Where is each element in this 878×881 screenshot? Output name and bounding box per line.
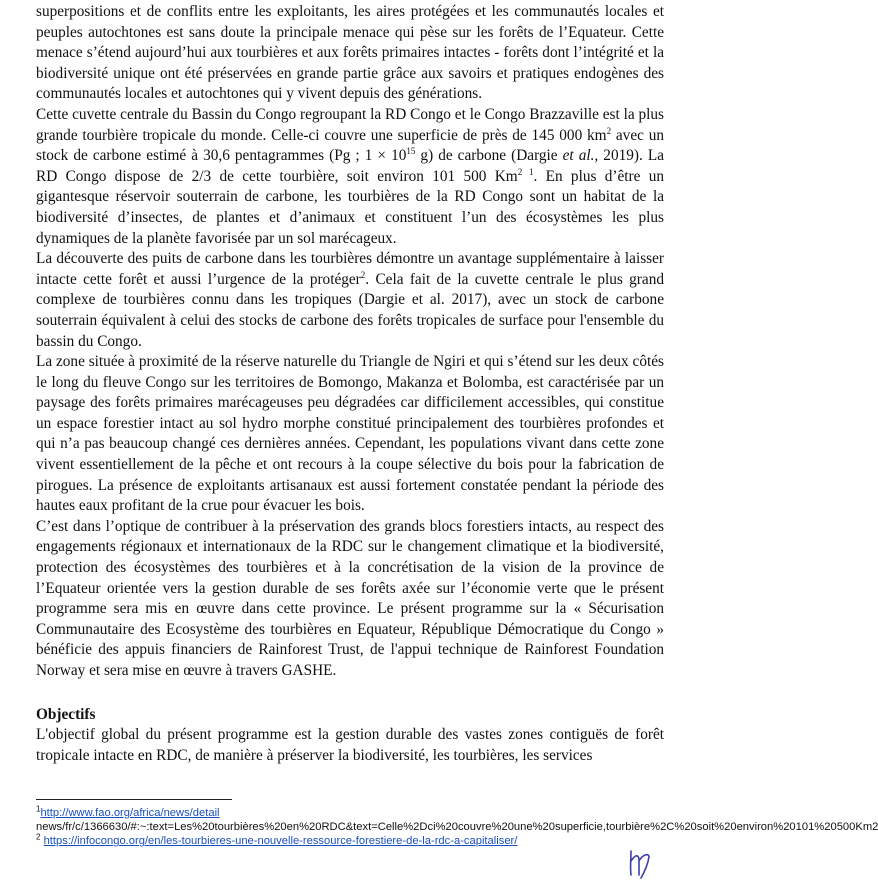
paragraph-program-context: C’est dans l’optique de contribuer à la préservation des grands blocs forestiers intacts, au respect des engagements régionaux et internationaux de la RDC sur le changement climatique et la biodiversité, protection des écosystèmes des tourbières et à la concrétisation de la vision de la province de l’Equateur orientée vers la gestion durable de ses forêts axée sur l’économie verte que le présent programme sera mis en œuvre dans cette province. Le présent programme sur la « Sécurisation Communautaire des Ecosystème des tourbières en Equateur, République Démocratique du Congo » bénéficie des appuis financiers de Rainforest Trust, de l'appui technique de Rainforest Foundation Norway et sera mise en œuvre à travers GASHE. [36,517,664,679]
text-run: . Cela fait de la cuvette centrale le plus grand complexe de tourbières connu dans les tropiques (Dargie et al. 2017), avec un stock de carbone souterrain équivalent à celui des stocks de carbone des forêts tropicales de surface pour l'ensemble du bassin du Congo. [36,270,664,350]
text-run: 2019). La RD Congo dispose de 2/3 de cette tourbière, soit environ 101 500 Km [36,147,664,185]
footnote-ref[interactable]: 2 [360,269,366,280]
text-run: g) de carbone (Dargie [415,147,563,165]
paragraph-carbon-sinks [36,249,664,352]
text-run: . En plus d’être un gigantesque réservoir souterrain de carbone, les tourbières de la RD Congo sont un habitat de la biodiversité d’insectes, de plantes et d’animaux et constituent l’un des écosystèmes les plus dynamiques de la planète favorisée par un sol marécageux. [36,167,665,247]
document-body [36,2,664,766]
footnotes [36,804,878,849]
footnote-1-link[interactable]: http://www.fao.org/africa/news/detail [40,807,220,819]
footnote-2 [36,834,664,848]
footnote-ref[interactable]: 2 1 [517,166,534,177]
superscript: 15 [406,146,416,157]
text-run: Cette cuvette centrale du Bassin du Congo regroupant la RD Congo et le Congo Brazzaville est la plus grande tourbière tropicale du monde. Celle-ci couvre une superficie de près de 145 000 km [36,105,664,144]
text-run: avec un stock de carbone estimé à 30,6 pentagrammes (Pg ; 1 × 10 [36,126,664,165]
footnote-number: 2 [36,832,41,842]
paragraph-peatland-basin [36,105,664,249]
footnote-number: 1 [36,804,41,814]
footnote-divider [36,799,232,800]
footnote-1 [36,804,878,834]
paragraph-zone-description: La zone située à proximité de la réserve naturelle du Triangle de Ngiri et qui s’étend sur les deux côtés le long du fleuve Congo sur les territoires de Bomongo, Makanza et Bolomba, est caractérisée par un paysage des forêts primaires marécageuses peu dégradées car difficilement accessibles, qui constitue un espace forestier intact au sol hydro morphe constitué principalement des tourbières profondes et qui n’a pas beaucoup changé ces dernières années. Cependant, les populations vivant dans cette zone vivent essentiellement de la pêche et ont recours à la coupe sélective du bois pour la fabrication de pirogues. La présence de exploitants artisanaux est aussi fortement constatée pendant la période des hautes eaux profitant de la crue pour évacuer les bois. [36,353,664,515]
footnote-1-url-continuation: news/fr/c/1366630/#:~:text=Les%20tourbières%20en%20RDC&text=Celle%2Dci%20couvre%20une%20superficie,tourbière%2C%20soit%20environ%20101%20500Km2 [36,821,878,834]
text-run: La découverte des puits de carbone dans les tourbières démontre un avantage supplémentaire à laisser intacte cette forêt et aussi l’urgence de la protéger [36,250,664,288]
superscript: 2 [606,125,612,136]
paragraph-threats: superpositions et de conflits entre les exploitants, les aires protégées et les communautés locales et peuples autochtones est sans doute la principale menace qui pèse sur les forêts de l’Equateur. Cette menace s’étend aujourd’hui aux tourbières et aux forêts primaires intactes - forêts dont l’intégrité et la biodiversité unique ont été préservées en grande partie grâce aux savoirs et pratiques endogènes des communautés locales et autochtones qui y vivent depuis des générations. [36,3,664,103]
footnote-2-link[interactable]: https://infocongo.org/en/les-tourbieres-une-nouvelle-ressource-forestiere-de-la-rdc-a-capitaliser/ [43,835,518,848]
section-heading-objectifs: Objectifs [36,705,96,723]
paragraph-objective: L'objectif global du présent programme est la gestion durable des vastes zones contiguës de forêt tropicale intacte en RDC, de manière à préserver la biodiversité, les tourbières, les services [36,726,664,764]
italic-citation: et al., [562,147,599,165]
handwritten-initials [624,845,656,879]
